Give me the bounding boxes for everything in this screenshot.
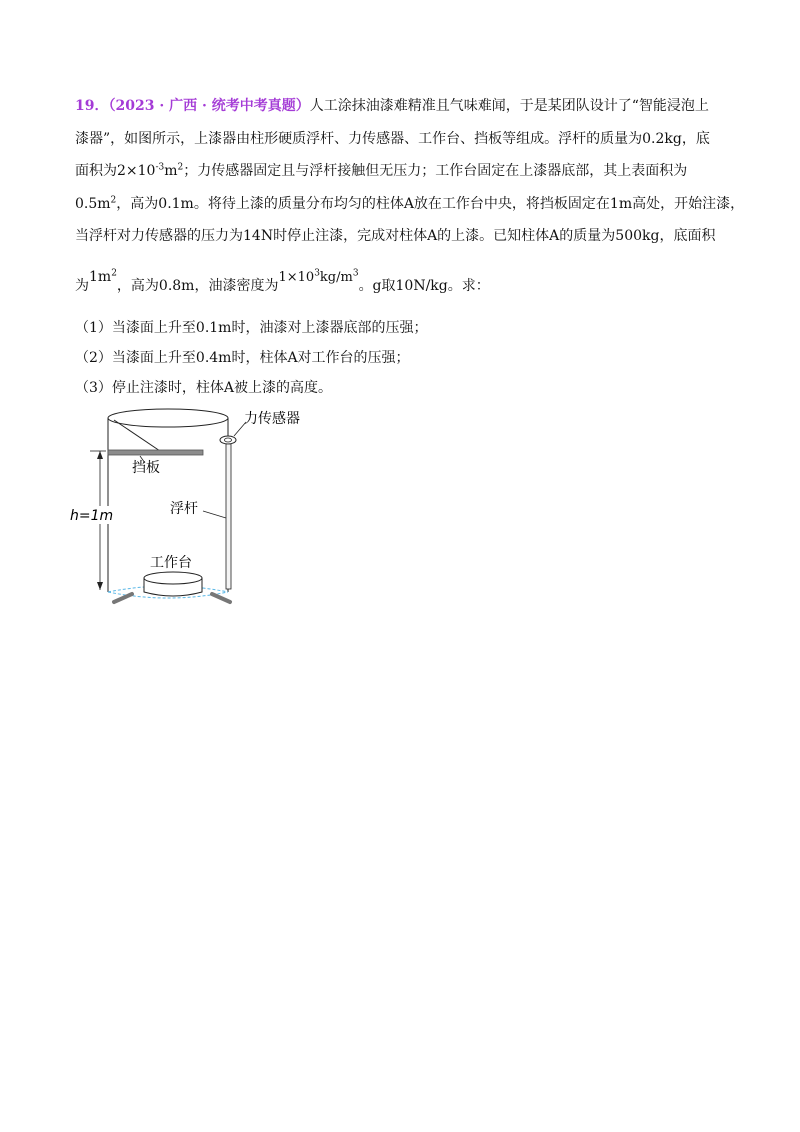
work-table-top [144,572,202,584]
height-label: h=1m [70,508,114,524]
question-line-3: 面积为$2\times 10^{-3}m^2$；力传感器固定且与浮杆接触但无压力；工作台固定在上漆器底部，其上表面积为 [75,162,688,179]
rod-pointer [203,511,226,518]
right-leg [212,594,230,602]
area-formula: $1m^2$ [89,268,117,285]
floating-rod [226,444,231,589]
painting-device-figure [60,400,360,620]
question-line-4: $0.5m^2$，高为0.1m。将待上漆的质量分布均匀的柱体A放在工作台中央，将挡板固定在1m高处，开始注漆， [75,195,745,212]
force-sensor-label: 力传感器 [244,411,300,427]
question-line-1 [75,96,709,116]
floating-rod-label: 浮杆 [170,501,198,517]
baffle-support [114,420,160,451]
question-number: 19． [75,98,109,114]
density-formula: $1\times 10^3kg/m^3$ [278,268,359,285]
question-line-6: 为$1m^2$，高为0.8m，油漆密度为$1\times 10^3kg/m^3$。g取10N/kg。求： [75,268,490,294]
question-line-5: 当浮杆对力传感器的压力为14N时停止注漆，完成对柱体A的上漆。已知柱体A的质量为500kg，底面积 [75,228,716,244]
question-text: 人工涂抹油漆难精准且气味难闻，于是某团队设计了“智能浸泡上 [309,98,709,114]
work-table-label: 工作台 [150,555,192,571]
subquestion-2: （2）当漆面上升至0.4m时，柱体A对工作台的压强； [75,350,410,366]
baffle-label: 挡板 [132,460,160,476]
force-sensor [220,436,236,444]
subquestion-3: （3）停止注漆时，柱体A被上漆的高度。 [75,380,333,396]
container-top-rim [108,409,228,427]
left-leg [114,594,132,602]
baffle [108,450,203,455]
subquestion-1: （1）当漆面上升至0.1m时，油漆对上漆器底部的压强； [75,320,428,336]
question-source: （2023 · 广西 · 统考中考真题） [108,98,310,114]
question-line-2: 漆器”，如图所示，上漆器由柱形硬质浮杆、力传感器、工作台、挡板等组成。浮杆的质量为0.2kg，底 [75,131,710,147]
